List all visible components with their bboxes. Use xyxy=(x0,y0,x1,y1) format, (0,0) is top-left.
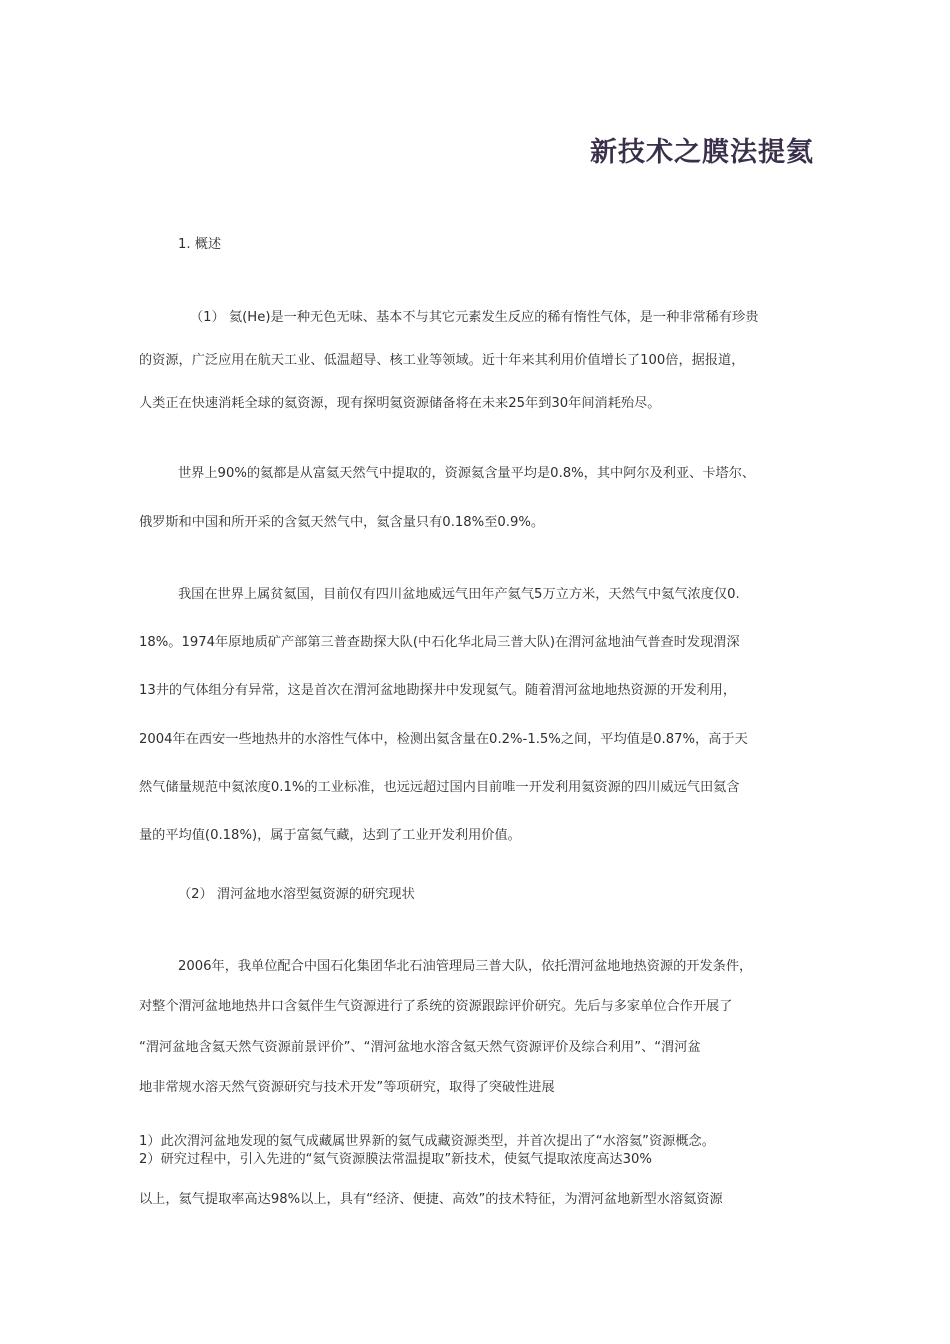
document-title: 新技术之膜法提氦 xyxy=(590,137,814,168)
paragraph-line: 对整个渭河盆地地热井口含氦伴生气资源进行了系统的资源跟踪评价研究。先后与多家单位合作开展了 xyxy=(139,999,733,1014)
paragraph-line: 2006年，我单位配合中国石化集团华北石油管理局三普大队，依托渭河盆地地热资源的开发条件， xyxy=(178,959,753,974)
paragraph-line: “渭河盆地含氦天然气资源前景评价”、“渭河盆地水溶含氦天然气资源评价及综合利用”、“渭河盆 xyxy=(139,1040,701,1055)
paragraph-line: 的资源，广泛应用在航天工业、低温超导、核工业等领域。近十年来其利用价值增长了100倍，据报道， xyxy=(139,353,745,368)
paragraph-line: 18%。1974年原地质矿产部第三普查勘探大队(中石化华北局三普大队)在渭河盆地油气普查时发现渭深 xyxy=(139,635,740,650)
paragraph-line: 我国在世界上属贫氦国，目前仅有四川盆地威远气田年产氦气5万立方米，天然气中氦气浓度仅0. xyxy=(178,587,740,602)
list-item: 2）研究过程中，引入先进的“氦气资源膜法常温提取”新技术，使氦气提取浓度高达30% xyxy=(139,1152,652,1167)
paragraph-line: 世界上90%的氦都是从富氦天然气中提取的，资源氦含量平均是0.8%，其中阿尔及利亚、卡塔尔、 xyxy=(178,466,756,481)
paragraph-line: 俄罗斯和中国和所开采的含氦天然气中，氦含量只有0.18%至0.9%。 xyxy=(139,515,545,530)
paragraph-line: 2004年在西安一些地热井的水溶性气体中，检测出氦含量在0.2%-1.5%之间，平均值是0.87%，高于天 xyxy=(139,732,748,747)
paragraph-line: 以上，氦气提取率高达98%以上，具有“经济、便捷、高效”的技术特征，为渭河盆地新型水溶氦资源 xyxy=(139,1192,723,1207)
paragraph-line: 13井的气体组分有异常，这是首次在渭河盆地勘探井中发现氦气。随着渭河盆地地热资源的开发利用， xyxy=(139,683,737,698)
paragraph-line: 量的平均值(0.18%)，属于富氦气藏，达到了工业开发利用价值。 xyxy=(139,828,521,843)
paragraph-line: （1） 氦(He)是一种无色无味、基本不与其它元素发生反应的稀有惰性气体，是一种非常稀有珍贵 xyxy=(190,310,759,325)
list-item: 1）此次渭河盆地发现的氦气成藏属世界新的氦气成藏资源类型，并首次提出了“水溶氦”资源概念。 xyxy=(139,1134,715,1149)
section-heading: （2） 渭河盆地水溶型氦资源的研究现状 xyxy=(178,887,415,902)
paragraph-line: 地非常规水溶天然气资源研究与技术开发”等项研究，取得了突破性进展 xyxy=(139,1080,555,1095)
paragraph-line: 人类正在快速消耗全球的氦资源，现有探明氦资源储备将在未来25年到30年间消耗殆尽。 xyxy=(139,396,661,411)
paragraph-line: 然气储量规范中氦浓度0.1%的工业标准，也远远超过国内目前唯一开发利用氦资源的四川威远气田氦含 xyxy=(139,780,740,795)
section-heading: 1. 概述 xyxy=(178,237,222,252)
